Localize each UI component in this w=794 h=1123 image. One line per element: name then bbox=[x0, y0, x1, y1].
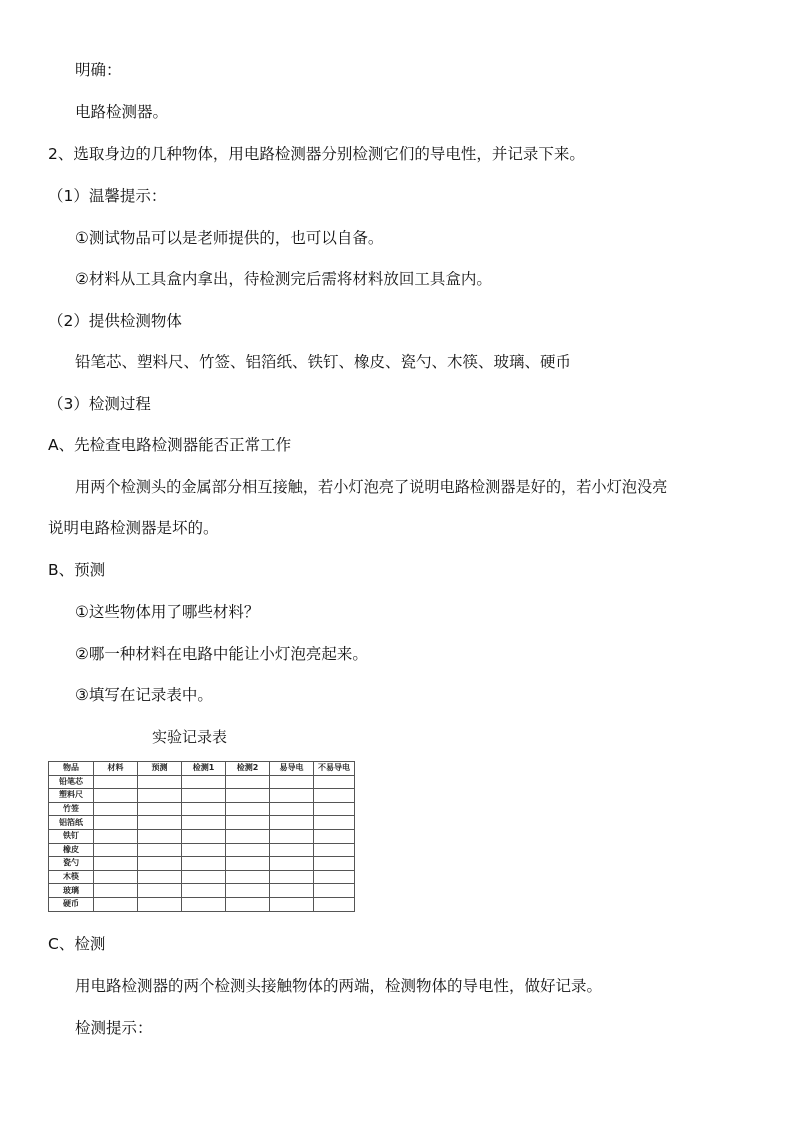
table-row-label: 橡皮 bbox=[49, 843, 94, 857]
table-row bbox=[49, 897, 355, 911]
text-line: C、检测 bbox=[48, 935, 106, 953]
table-row-label: 玻璃 bbox=[49, 884, 94, 898]
table-row bbox=[49, 775, 355, 789]
table-header-cell: 物品 bbox=[49, 762, 94, 776]
table-header-cell: 检测1 bbox=[182, 762, 226, 776]
record-table bbox=[48, 761, 355, 912]
text-line: 明确： bbox=[75, 61, 122, 79]
table-row bbox=[49, 857, 355, 871]
text-line: 用两个检测头的金属部分相互接触，若小灯泡亮了说明电路检测器是好的，若小灯泡没亮 bbox=[75, 478, 668, 496]
table-header-cell: 不易导电 bbox=[314, 762, 355, 776]
table-header-cell: 检测2 bbox=[226, 762, 270, 776]
text-line: ②材料从工具盒内拿出，待检测完后需将材料放回工具盒内。 bbox=[75, 270, 492, 288]
text-line: ①测试物品可以是老师提供的，也可以自备。 bbox=[75, 229, 384, 247]
table-row-label: 铝箔纸 bbox=[49, 816, 94, 830]
table-row-label: 铅笔芯 bbox=[49, 775, 94, 789]
table-header-cell: 材料 bbox=[94, 762, 138, 776]
text-line: ②哪一种材料在电路中能让小灯泡亮起来。 bbox=[75, 645, 368, 663]
table-row bbox=[49, 816, 355, 830]
text-line: B、预测 bbox=[48, 561, 106, 579]
table-row bbox=[49, 870, 355, 884]
table-row-label: 瓷勺 bbox=[49, 857, 94, 871]
table-row bbox=[49, 829, 355, 843]
table-row-label: 塑料尺 bbox=[49, 789, 94, 803]
table-title: 实验记录表 bbox=[152, 728, 228, 746]
text-line: 用电路检测器的两个检测头接触物体的两端，检测物体的导电性，做好记录。 bbox=[75, 977, 603, 995]
text-line: 铅笔芯、塑料尺、竹签、铝箔纸、铁钉、橡皮、瓷勺、木筷、玻璃、硬币 bbox=[75, 353, 572, 371]
table-row-label: 木筷 bbox=[49, 870, 94, 884]
table-row-label: 竹签 bbox=[49, 802, 94, 816]
table-row bbox=[49, 884, 355, 898]
table-header-cell: 易导电 bbox=[270, 762, 314, 776]
text-line: 电路检测器。 bbox=[75, 103, 169, 121]
text-line: （1）温馨提示： bbox=[48, 187, 167, 205]
text-line: ③填写在记录表中。 bbox=[75, 686, 213, 704]
table-header-row bbox=[49, 762, 355, 776]
text-line: 说明电路检测器是坏的。 bbox=[48, 519, 219, 537]
text-line: 2、选取身边的几种物体，用电路检测器分别检测它们的导电性，并记录下来。 bbox=[48, 145, 585, 163]
table-row-label: 铁钉 bbox=[49, 829, 94, 843]
table-row bbox=[49, 802, 355, 816]
text-line: （3）检测过程 bbox=[48, 395, 151, 413]
text-line: 检测提示： bbox=[75, 1019, 153, 1037]
text-line: A、先检查电路检测器能否正常工作 bbox=[48, 436, 292, 454]
text-line: ①这些物体用了哪些材料？ bbox=[75, 603, 260, 621]
table-row bbox=[49, 789, 355, 803]
table-header-cell: 预测 bbox=[138, 762, 182, 776]
table-row-label: 硬币 bbox=[49, 897, 94, 911]
table-row bbox=[49, 843, 355, 857]
text-line: （2）提供检测物体 bbox=[48, 312, 182, 330]
